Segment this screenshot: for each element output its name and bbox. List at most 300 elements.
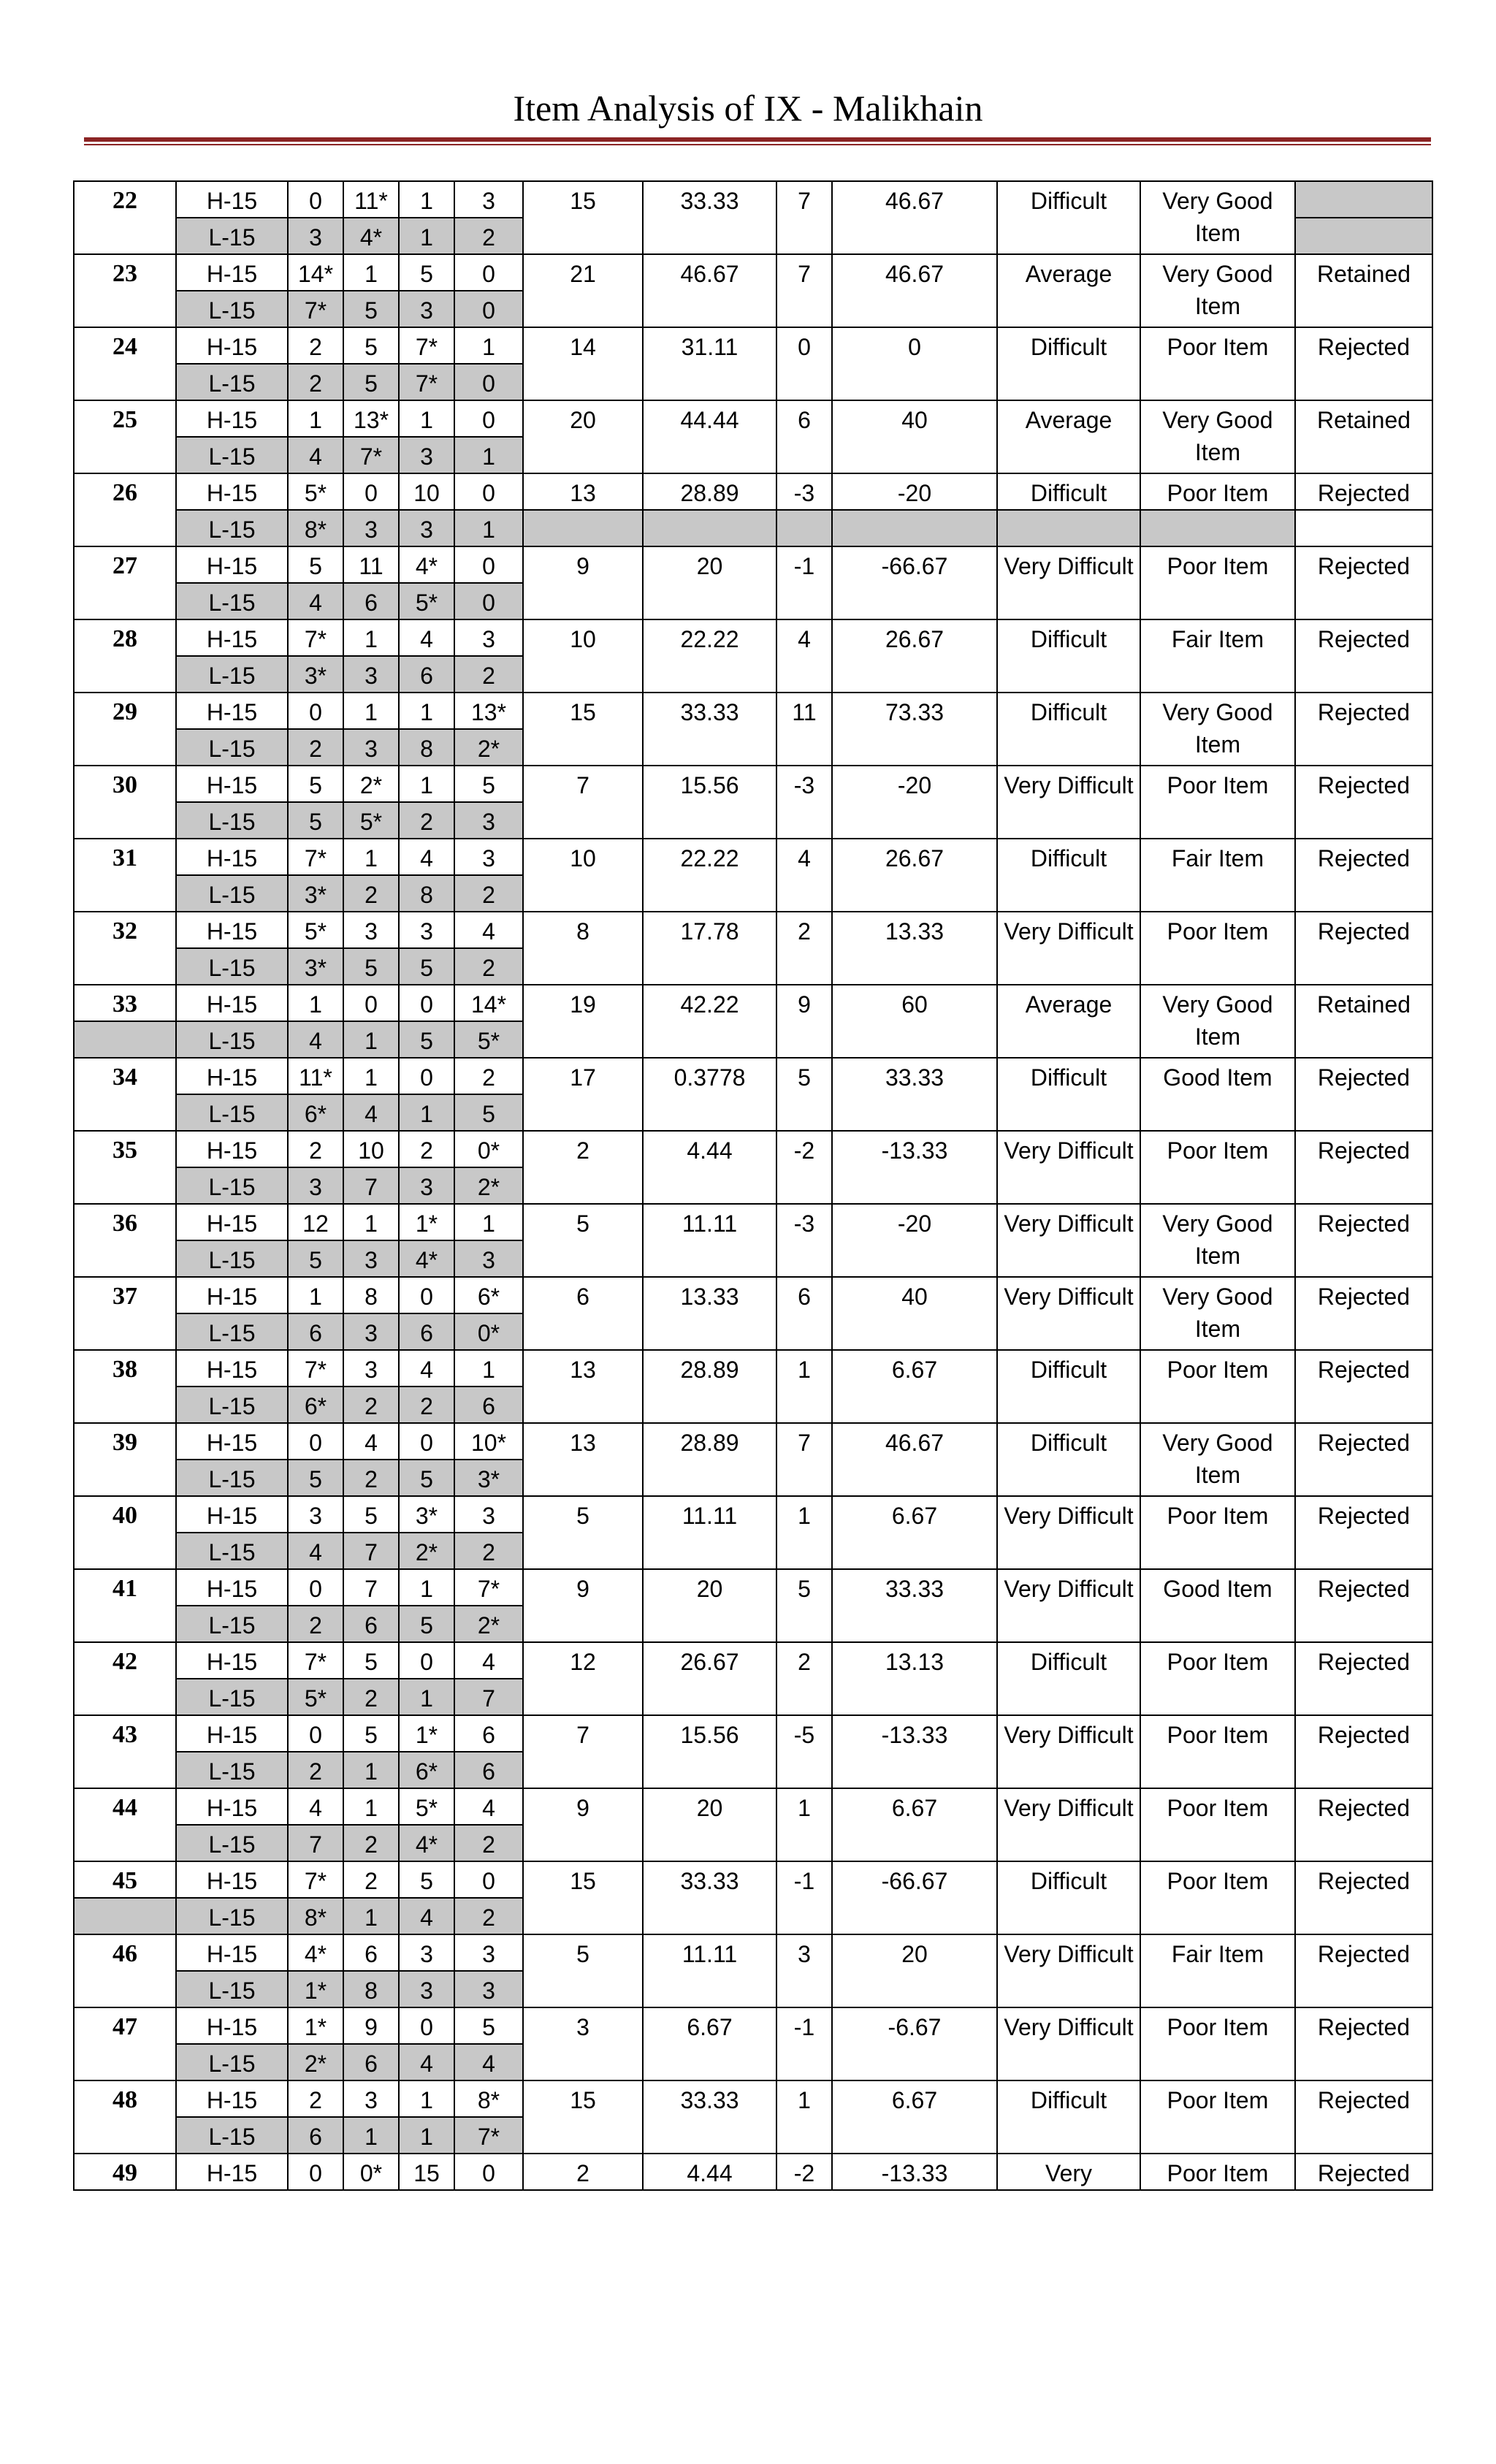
option-count: 4 [288,437,343,473]
discrimination-level: Fair Item [1140,1934,1295,2007]
option-count: 1 [399,2080,454,2117]
option-count: 2 [288,364,343,400]
decision [1295,181,1432,218]
difficulty-level: Difficult [997,181,1140,254]
option-count: 6 [454,1387,523,1423]
cell-diff: Very [997,2154,1140,2190]
item-number: 22 [74,181,176,254]
group-label: H-15 [176,181,288,218]
decision: Retained [1295,400,1432,473]
option-count: 4* [399,546,454,583]
table-row [74,693,1432,729]
discrimination-level: Very Good Item [1140,985,1295,1058]
table-body [74,181,1432,2190]
option-count: 1 [454,327,523,364]
item-number: 36 [74,1204,176,1277]
option-count: 0 [288,1423,343,1460]
item-number: 27 [74,546,176,619]
discrimination-index: -20 [832,473,997,510]
option-count: 4 [399,619,454,656]
discrimination-diff: -1 [776,546,832,619]
option-count: 5* [288,912,343,948]
difficulty-level: Difficult [997,327,1140,400]
discrimination-level: Poor Item [1140,1131,1295,1204]
decision: Rejected [1295,693,1432,766]
table-row [74,1423,1432,1460]
option-count: 2* [454,1167,523,1204]
option-count: 5* [399,583,454,619]
discrimination-diff: 1 [776,2080,832,2154]
table-row [74,1058,1432,1094]
discrimination-index: -20 [832,1204,997,1277]
difficulty-index: 20 [643,1569,776,1642]
discrimination-level: Poor Item [1140,1861,1295,1934]
difficulty-level: Very Difficult [997,1496,1140,1569]
group-label: L-15 [176,1971,288,2007]
option-count: 4 [399,1898,454,1934]
discrimination-index: 33.33 [832,1569,997,1642]
option-count: 5 [288,1240,343,1277]
option-count: 5 [399,1861,454,1898]
difficulty-index: 11.11 [643,1496,776,1569]
group-label: H-15 [176,327,288,364]
total-correct: 15 [523,181,643,254]
total-correct: 13 [523,1350,643,1423]
difficulty-index: 11.11 [643,1934,776,2007]
difficulty-level: Very Difficult [997,1277,1140,1350]
option-count: 6* [399,1752,454,1788]
option-count: 1 [343,1788,399,1825]
option-count: 1* [399,1204,454,1240]
blank-cell [832,510,997,546]
option-count: 5 [454,1094,523,1131]
option-count: 2 [343,875,399,912]
cell-p: 4.44 [643,2154,776,2190]
option-count: 1* [288,1971,343,2007]
decision: Rejected [1295,1058,1432,1131]
option-count: 7* [288,1861,343,1898]
difficulty-level: Average [997,400,1140,473]
item-number: 29 [74,693,176,766]
option-count: 2 [288,327,343,364]
difficulty-index: 20 [643,546,776,619]
total-correct: 3 [523,2007,643,2080]
decision: Rejected [1295,766,1432,839]
decision: Rejected [1295,2080,1432,2154]
difficulty-level: Very Difficult [997,1131,1140,1204]
table-row [74,1569,1432,1606]
group-label: H-15 [176,1350,288,1387]
difficulty-index: 28.89 [643,473,776,510]
option-count: 1 [343,1898,399,1934]
difficulty-level: Very Difficult [997,766,1140,839]
option-count: 0 [399,2007,454,2044]
decision: Rejected [1295,1496,1432,1569]
option-count: 3 [343,510,399,546]
option-count: 2* [288,2044,343,2080]
option-count: 2 [343,1460,399,1496]
table-row [74,327,1432,364]
option-count: 14* [288,254,343,291]
difficulty-index: 0.3778 [643,1058,776,1131]
group-label: H-15 [176,619,288,656]
total-correct: 5 [523,1934,643,2007]
option-count: 2* [454,1606,523,1642]
decision: Rejected [1295,1131,1432,1204]
group-label: L-15 [176,291,288,327]
option-count: 1* [399,1715,454,1752]
difficulty-level: Very Difficult [997,912,1140,985]
discrimination-level: Poor Item [1140,912,1295,985]
option-count: 3 [343,1240,399,1277]
blank-cell [523,510,643,546]
option-count: 5 [399,1460,454,1496]
difficulty-index: 11.11 [643,1204,776,1277]
difficulty-index: 42.22 [643,985,776,1058]
discrimination-index: -6.67 [832,2007,997,2080]
option-count: 5 [343,291,399,327]
total-correct: 6 [523,1277,643,1350]
option-count: 5* [399,1788,454,1825]
option-count: 4 [288,583,343,619]
option-count: 1 [399,2117,454,2154]
total-correct: 9 [523,1788,643,1861]
group-label: L-15 [176,2117,288,2154]
difficulty-level: Very Difficult [997,2007,1140,2080]
group-label: H-15 [176,766,288,802]
discrimination-level: Good Item [1140,1058,1295,1131]
group-label: H-15 [176,1423,288,1460]
option-count: 6* [454,1277,523,1313]
cell-disc: Poor Item [1140,2154,1295,2190]
difficulty-index: 26.67 [643,1642,776,1715]
discrimination-diff: 6 [776,1277,832,1350]
total-correct: 20 [523,400,643,473]
discrimination-level: Poor Item [1140,1642,1295,1715]
option-count: 3 [399,1971,454,2007]
item-number: 46 [74,1934,176,2007]
decision: Rejected [1295,1350,1432,1423]
difficulty-level: Difficult [997,839,1140,912]
item-number: 38 [74,1350,176,1423]
option-count: 12 [288,1204,343,1240]
option-count: 6 [399,1313,454,1350]
option-count: 8* [288,510,343,546]
item-number: 35 [74,1131,176,1204]
option-count: 4 [454,2044,523,2080]
group-label: L-15 [176,364,288,400]
difficulty-level: Difficult [997,473,1140,510]
cell-total: 2 [523,2154,643,2190]
discrimination-index: 33.33 [832,1058,997,1131]
option-count: 0 [399,1642,454,1679]
group-label: L-15 [176,875,288,912]
option-count: 1 [454,1350,523,1387]
option-count: 2 [399,802,454,839]
discrimination-index: -13.33 [832,1715,997,1788]
discrimination-index: 6.67 [832,1496,997,1569]
table-row [74,254,1432,291]
discrimination-level: Fair Item [1140,619,1295,693]
discrimination-level: Poor Item [1140,2007,1295,2080]
option-count: 6 [288,1313,343,1350]
option-count: 11* [343,181,399,218]
option-count: 4* [399,1825,454,1861]
option-count: 9 [343,2007,399,2044]
discrimination-diff: -2 [776,1131,832,1204]
option-count: 5* [454,1021,523,1058]
discrimination-level: Very Good Item [1140,693,1295,766]
blank-cell [1295,218,1432,254]
option-count: 4 [288,1533,343,1569]
total-correct: 7 [523,1715,643,1788]
group-label: H-15 [176,473,288,510]
option-count: 1* [288,2007,343,2044]
group-label: L-15 [176,802,288,839]
option-count: 3 [399,1167,454,1204]
discrimination-diff: 1 [776,1788,832,1861]
difficulty-level: Average [997,254,1140,327]
table-row [74,1934,1432,1971]
page-title: Item Analysis of IX - Malikhain [513,88,983,129]
item-analysis-table [73,180,1433,2191]
table-row [74,2080,1432,2117]
discrimination-index: 6.67 [832,1350,997,1423]
cell-d: -2 [776,2154,832,2190]
discrimination-diff: 4 [776,839,832,912]
discrimination-index: 13.13 [832,1642,997,1715]
option-count: 5 [454,766,523,802]
difficulty-index: 33.33 [643,1861,776,1934]
difficulty-level: Difficult [997,693,1140,766]
option-count: 13* [343,400,399,437]
discrimination-index: -13.33 [832,1131,997,1204]
blank-cell [643,510,776,546]
option-count: 5 [399,254,454,291]
option-count: 4* [399,1240,454,1277]
option-count: 7 [343,1167,399,1204]
option-count: 10 [399,473,454,510]
option-count: 1 [343,1204,399,1240]
difficulty-level: Difficult [997,1350,1140,1423]
discrimination-diff: 1 [776,1350,832,1423]
decision: Rejected [1295,1642,1432,1715]
total-correct: 10 [523,619,643,693]
table-row [74,546,1432,583]
table-row [74,1788,1432,1825]
item-number: 28 [74,619,176,693]
total-correct: 9 [523,1569,643,1642]
table-row [74,473,1432,510]
table-row [74,766,1432,802]
discrimination-level: Very Good Item [1140,1423,1295,1496]
item-number: 32 [74,912,176,985]
option-count: 0 [454,254,523,291]
total-correct: 14 [523,327,643,400]
option-count: 2* [454,729,523,766]
option-count: 1 [343,619,399,656]
option-count: 2 [399,1387,454,1423]
option-count: 2 [288,1606,343,1642]
option-count: 8 [343,1277,399,1313]
option-count: 1 [343,1021,399,1058]
option-count: 4* [288,1934,343,1971]
discrimination-level: Very Good Item [1140,254,1295,327]
total-correct: 2 [523,1131,643,1204]
group-label: H-15 [176,1569,288,1606]
decision: Rejected [1295,473,1432,510]
option-count: 6 [343,1934,399,1971]
option-count: 0 [288,1569,343,1606]
table-row [74,1204,1432,1240]
difficulty-index: 31.11 [643,327,776,400]
table-row [74,1131,1432,1167]
option-count: 1 [399,218,454,254]
group-label: L-15 [176,1679,288,1715]
option-count: 3 [343,2080,399,2117]
group-label: L-15 [176,1167,288,1204]
group-label: H-15 [176,693,288,729]
option-count: 0 [399,1277,454,1313]
option-count: 2 [343,1861,399,1898]
option-count: 2 [288,1131,343,1167]
option-count: 3 [454,1496,523,1533]
option-count: 15 [399,2154,454,2190]
title-rule [84,137,1431,142]
difficulty-level: Very Difficult [997,1204,1140,1277]
blank-cell [997,510,1140,546]
discrimination-diff: 9 [776,985,832,1058]
discrimination-index: 40 [832,400,997,473]
option-count: 3 [399,291,454,327]
option-count: 6 [343,2044,399,2080]
option-count: 2 [454,656,523,693]
table-row [74,2007,1432,2044]
option-count: 7 [454,1679,523,1715]
discrimination-diff: -1 [776,1861,832,1934]
difficulty-level: Very Difficult [997,546,1140,619]
option-count: 3 [288,1496,343,1533]
discrimination-level: Very Good Item [1140,1204,1295,1277]
discrimination-level: Poor Item [1140,473,1295,510]
option-count: 1 [399,1094,454,1131]
total-correct: 5 [523,1496,643,1569]
option-count: 3 [399,437,454,473]
group-label: H-15 [176,254,288,291]
discrimination-diff: 4 [776,619,832,693]
item-number: 43 [74,1715,176,1788]
total-correct: 7 [523,766,643,839]
option-count: 2 [454,218,523,254]
option-count: 5 [343,1642,399,1679]
discrimination-diff: 2 [776,912,832,985]
option-count: 3 [454,839,523,875]
option-count: 8* [454,2080,523,2117]
difficulty-level: Difficult [997,1861,1140,1934]
difficulty-index: 15.56 [643,766,776,839]
difficulty-level: Difficult [997,1058,1140,1131]
item-number: 31 [74,839,176,912]
discrimination-diff: -1 [776,2007,832,2080]
group-label: H-15 [176,912,288,948]
discrimination-index: 6.67 [832,1788,997,1861]
decision: Rejected [1295,839,1432,912]
item-number: 48 [74,2080,176,2154]
decision: Rejected [1295,1715,1432,1788]
table-row [74,619,1432,656]
discrimination-index: -66.67 [832,546,997,619]
option-count: 11 [343,546,399,583]
option-count: 0 [454,291,523,327]
option-count: 0* [454,1131,523,1167]
option-count: 0* [343,2154,399,2190]
difficulty-level: Very Difficult [997,1569,1140,1642]
option-count: 0 [343,473,399,510]
discrimination-index: 6.67 [832,2080,997,2154]
discrimination-index: 73.33 [832,693,997,766]
item-number: 25 [74,400,176,473]
group-label: H-15 [176,2007,288,2044]
discrimination-index: 46.67 [832,254,997,327]
option-count: 0 [288,2154,343,2190]
table-row [74,510,1432,546]
option-count: 0 [288,1715,343,1752]
blank-cell [74,1898,176,1934]
difficulty-level: Very Difficult [997,1788,1140,1861]
option-count: 1 [343,1058,399,1094]
discrimination-index: -20 [832,766,997,839]
group-label: H-15 [176,546,288,583]
difficulty-level: Difficult [997,2080,1140,2154]
blank-cell [1295,510,1432,546]
table-row [74,400,1432,437]
item-number: 30 [74,766,176,839]
discrimination-diff: -5 [776,1715,832,1788]
option-count: 4 [454,1642,523,1679]
option-count: 0 [454,1861,523,1898]
group-label: L-15 [176,1094,288,1131]
option-count: 3 [288,1167,343,1204]
option-count: 1 [399,400,454,437]
option-count: 1 [399,1679,454,1715]
discrimination-index: 46.67 [832,1423,997,1496]
option-count: 1 [343,693,399,729]
option-count: 2 [454,1825,523,1861]
table-row [74,1642,1432,1679]
group-label: L-15 [176,1460,288,1496]
total-correct: 21 [523,254,643,327]
option-count: 0 [399,1423,454,1460]
option-count: 3 [343,1350,399,1387]
option-count: 7 [288,1825,343,1861]
option-count: 3* [288,656,343,693]
group-label: H-15 [176,400,288,437]
item-number: 24 [74,327,176,400]
group-label: L-15 [176,1752,288,1788]
group-label: H-15 [176,1642,288,1679]
decision: Retained [1295,254,1432,327]
blank-cell [1140,510,1295,546]
item-number: 23 [74,254,176,327]
discrimination-level: Poor Item [1140,2080,1295,2154]
decision: Rejected [1295,1788,1432,1861]
option-count: 5* [288,1679,343,1715]
option-count: 2 [454,1898,523,1934]
group-label: H-15 [176,1934,288,1971]
discrimination-index: -66.67 [832,1861,997,1934]
decision: Rejected [1295,1277,1432,1350]
group-label: L-15 [176,1606,288,1642]
